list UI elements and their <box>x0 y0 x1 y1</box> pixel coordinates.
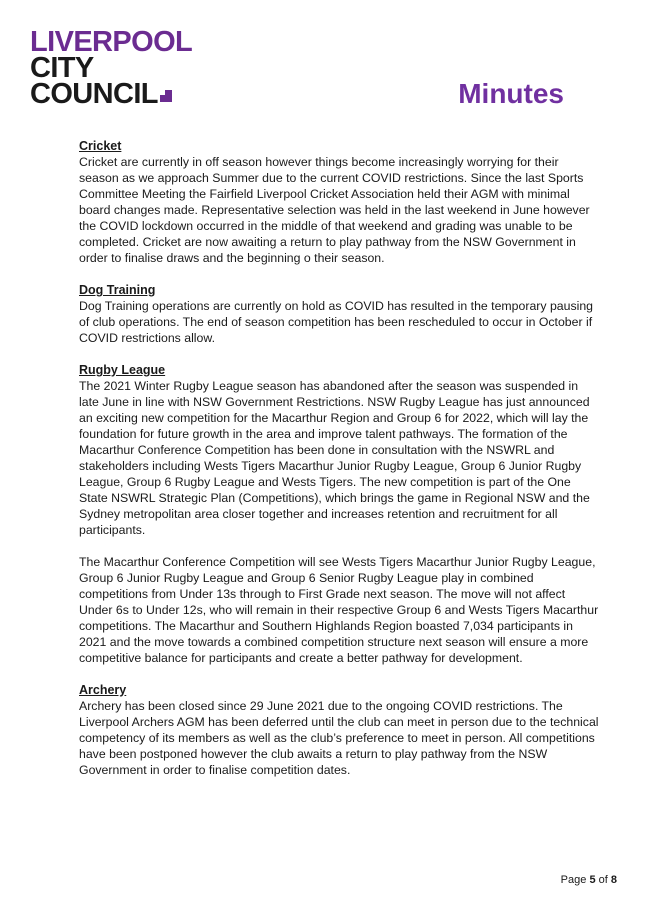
page-total: 8 <box>610 874 617 886</box>
section-paragraph: Archery has been closed since 29 June 2021 due to the ongoing COVID restrictions. The Liverpool Archers AGM has been deferred until the club can meet in person due to the technical competency of its members as well as the club’s preference to meet in person. All competitions have been postponed however the club awaits a return to play pathway from the NSW Government in order to finalise competition dates. <box>79 699 599 777</box>
minutes-body <box>79 138 599 794</box>
logo-line-council: COUNCIL <box>30 78 158 110</box>
page-label: Page <box>560 874 587 886</box>
section-heading: Dog Training <box>79 283 156 297</box>
council-logo <box>30 26 230 111</box>
page-number <box>561 873 617 887</box>
section-paragraph: The Macarthur Conference Competition will see Wests Tigers Macarthur Junior Rugby League, Group 6 Junior Rugby League and Group 6 Senior Rugby League play in combined competitions from Under 13s through to First Grade next season. The move will not affect Under 6s to Under 12s, who will remain in their respective Group 6 and Wests Tigers Macarthur competitions. The Macarthur and Southern Highlands Region boasted 7,034 participants in 2021 and the move towards a combined competition structure next season will ensure a more competitive balance for participants and create a better pathway for development. <box>79 555 599 665</box>
section-heading: Rugby League <box>79 363 166 377</box>
section-archery <box>79 682 599 778</box>
logo-line-liverpool: LIVERPOOL <box>30 26 193 58</box>
section-paragraph: Dog Training operations are currently on hold as COVID has resulted in the temporary pausing of club operations. The end of season competition has been rescheduled to occur in October if COVID restrictions allow. <box>79 299 594 345</box>
logo-line-council-wrap <box>30 78 230 110</box>
logo-mark-icon <box>160 91 172 103</box>
logo-line-city: CITY <box>30 52 94 84</box>
section-heading: Archery <box>79 683 127 697</box>
page-title: Minutes <box>458 78 564 109</box>
section-heading: Cricket <box>79 139 122 153</box>
page-current: 5 <box>589 874 596 886</box>
section-cricket <box>79 138 599 266</box>
section-dog-training <box>79 282 599 346</box>
section-paragraph: Cricket are currently in off season however things become increasingly worrying for their season as we approach Summer due to the current COVID restrictions. Since the last Sports Committee Meeting the Fairfield Liverpool Cricket Association held their AGM with minimal board changes made. Representative selection was held in the last weekend in June however the COVID lockdown occurred in the middle of that weekend and grading was unable to be completed. Cricket are now awaiting a return to play pathway from the NSW Government in order to finalise draws and the beginning o their season. <box>79 155 590 265</box>
page-of: of <box>598 874 608 886</box>
section-paragraph: The 2021 Winter Rugby League season has abandoned after the season was suspended in late June in line with NSW Government Restrictions. NSW Rugby League has just announced an exciting new competition for the Macarthur Region and Group 6 for 2022, which will lay the foundation for future growth in the area and improve talent pathways. The formation of the Macarthur Conference Competition has been done in consultation with the NSWRL and stakeholders including Wests Tigers Macarthur Junior Rugby League, Group 6 Junior Rugby League, Group 6 Rugby League and Wests Tigers. The new competition is part of the One State NSWRL Strategic Plan (Competitions), which brings the game in Regional NSW and the Sydney metropolitan area closer together and increases retention and recruitment for all participants. <box>79 379 590 537</box>
section-rugby-league <box>79 362 599 666</box>
